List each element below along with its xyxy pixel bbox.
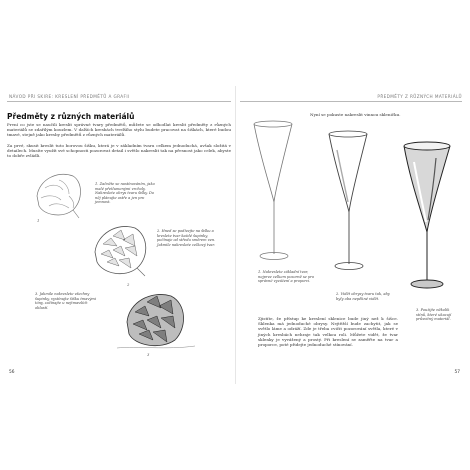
caption-1: 1. Začněte se nastínováním, jako malé přetlumenými vrcholy. Nakreslete obrys tvaru šišky. Do něj plánujte ostře a jen pro jemnost. — [95, 182, 155, 205]
fig-number-1: 1 — [37, 218, 40, 223]
intro-line: Nyní se pokuste nakreslit vinnou skleničku. — [310, 112, 401, 117]
glass-caption-1: 1. Nakreslete základní tvar, nejprve celkem pozorně se pro správné vyvážení a proporci. — [258, 270, 315, 284]
glass-caption-2: 2. Vidět obrysy tvaru tak, aby byly oba nepěkné vidět. — [336, 292, 390, 301]
left-page — [7, 86, 233, 384]
wine-glass-sketch-3 — [400, 136, 456, 296]
intro-paragraph-2: Za prvé, skusit kreslit tuto borovou šišku, která je v základním tvaru celkem jednoduchá, avšak složitá v detailech. Musíte využít své schopnosti pozorovat detail i světlo nakreslit tak na přesnost jako celek, abyste to dobře zvládli. — [7, 143, 231, 159]
caption-2: 2. Hned se podívejte na šišku a kreslete tvar každé šupinky, počínaje od středu směrem ven. Jakmile nakreslete celkový tvar. — [157, 229, 216, 247]
header-rule-left — [7, 101, 231, 102]
right-page — [240, 86, 462, 384]
glass-caption-3: 3. Použijte několik stínů, které ukazují průsvitný materiál. — [416, 308, 452, 322]
caption-3: 3. Jakmile nakreslete všechny šupinky, vystínujte šišku tmavými tóny, začínajte u nejtmavších oblastí. — [35, 292, 96, 310]
wine-glass-sketch-1 — [250, 116, 300, 266]
header-rule-right — [240, 101, 462, 102]
pine-cone-sketch-2 — [87, 218, 157, 280]
pine-cone-sketch-3 — [117, 284, 197, 354]
fig-number-3: 3 — [147, 352, 150, 357]
running-head-left: NÁVOD PŘI SKIRE: KRESLENÍ PŘEDMĚTŮ A GRAFII — [9, 94, 130, 99]
page-title: Předměty z různých materiálů — [7, 112, 135, 121]
page-number-right: 57 — [454, 370, 460, 375]
running-head-right: PŘEDMĚTY Z RŮZNÝCH MATERIÁLŮ — [377, 94, 462, 99]
book-gutter — [235, 86, 236, 384]
pine-cone-sketch-1 — [29, 166, 89, 222]
wine-glass-sketch-2 — [325, 126, 375, 276]
glass-body-text: Zjistíte, že přístup ke kreslení sklenice bude jiný než k šišce. Sklenka má jednoduché obrysy. Nejtěžší bude zachytit, jak se světlo láme a odráží. Zde je třeba cvičit pozorování světla, které v jiných kresbách nehraje tak velkou roli. Můžete vidět, že tvar sklenky je vyvážený a prostý. Při kreslení se zaměřte na tvar a proporce, poté přidejte jednoduché stínování. — [258, 316, 398, 348]
intro-paragraph: První co jste se naučili kreslit správné tvary předmětů, můžete se odhodlat kreslit předměty z různých materiálů se zdařilým kouzlem. V dalších kresbách tvrdšího stylu budete pracovat na šiškách, které budou tmavé, stejně jako kresby předmětů z různých materiálů. — [7, 122, 231, 138]
page-number-left: 56 — [9, 370, 15, 375]
fig-number-2: 2 — [127, 282, 130, 287]
